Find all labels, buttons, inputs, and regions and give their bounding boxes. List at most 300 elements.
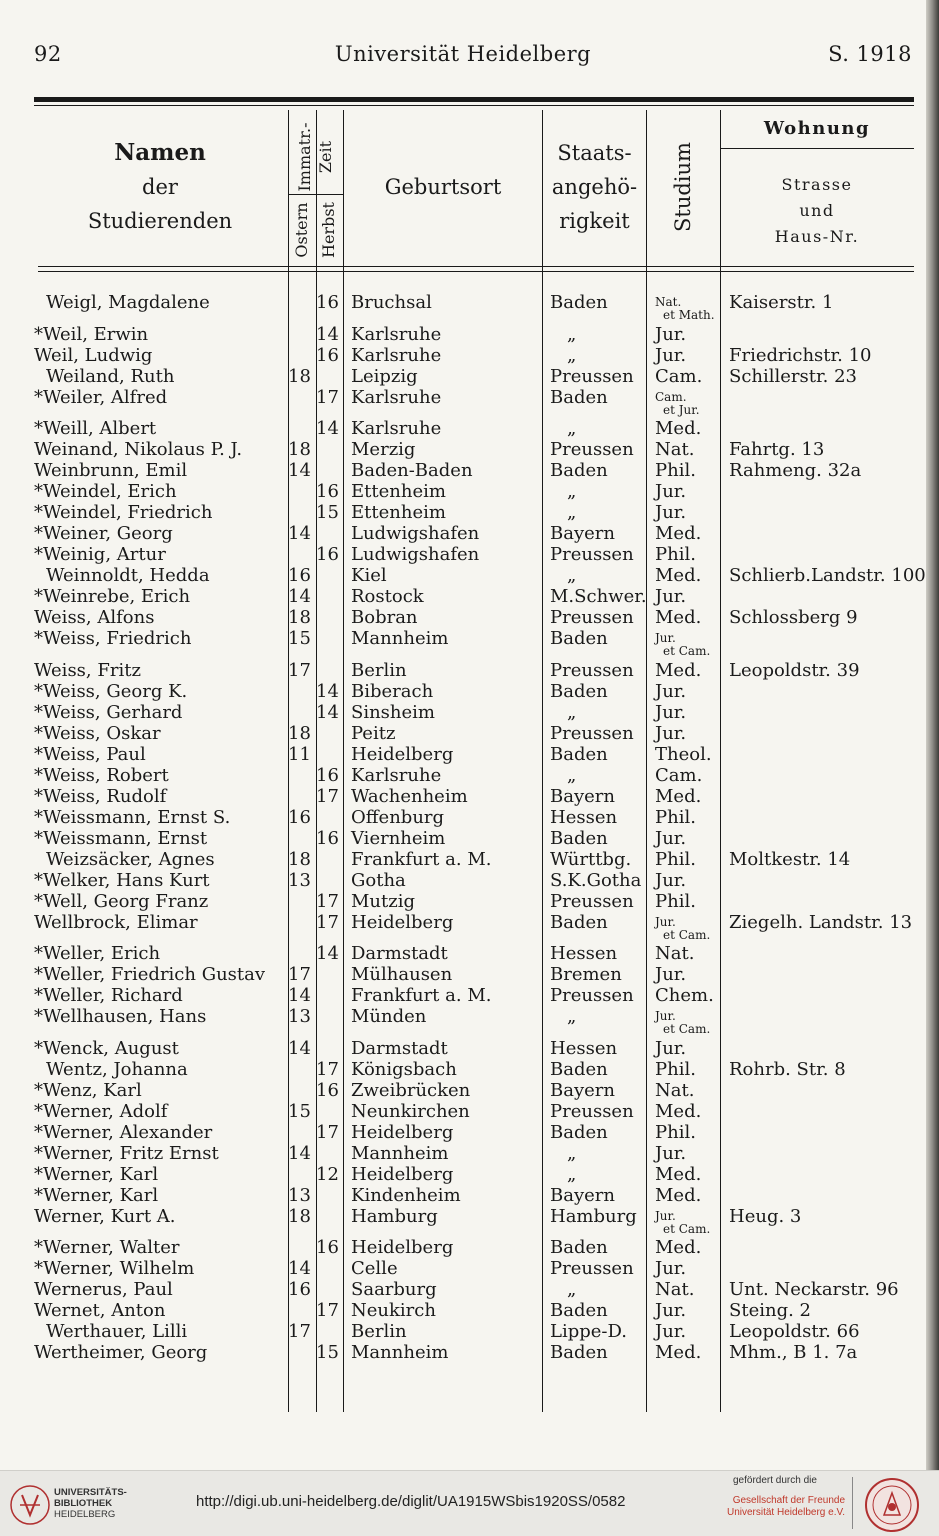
student-name: *Wenz, Karl: [34, 1079, 142, 1101]
table-row: [0, 387, 926, 419]
immatr-ostern: 18: [288, 1205, 311, 1227]
nationality: Bayern: [550, 1079, 615, 1101]
immatr-herbst: 15: [316, 1342, 339, 1363]
table-row: [0, 870, 926, 891]
field-of-study: Med.: [655, 1342, 702, 1363]
birthplace: Ettenheim: [351, 502, 446, 523]
nationality: Hessen: [550, 943, 618, 964]
student-name: *Weiss, Georg K.: [34, 680, 188, 702]
field-of-study: Nat.: [655, 943, 695, 964]
student-name: Wellbrock, Elimar: [34, 911, 198, 933]
birthplace: Neukirch: [351, 1300, 436, 1321]
birthplace: Karlsruhe: [351, 764, 442, 786]
header-herbst: Herbst: [319, 202, 338, 258]
table-row: [0, 460, 926, 481]
field-of-study: Nat.: [655, 1079, 695, 1101]
table-row: [0, 1006, 926, 1038]
table-row: [0, 565, 926, 586]
field-of-study-primary: Jur.: [655, 631, 676, 645]
table-row: [0, 765, 926, 786]
field-of-study: Chem.: [655, 985, 714, 1006]
nationality: Preussen: [550, 544, 634, 565]
immatr-herbst: 16: [316, 1237, 339, 1258]
student-name: *Werner, Karl: [34, 1184, 159, 1206]
immatr-ostern: 17: [288, 964, 311, 985]
table-row: [0, 502, 926, 523]
field-of-study-secondary: et Jur.: [663, 402, 700, 417]
birthplace: Bruchsal: [351, 292, 432, 313]
birthplace: Darmstadt: [351, 943, 448, 964]
nationality: M.Schwer.: [550, 586, 647, 607]
birthplace: Rostock: [351, 586, 424, 607]
nationality: „: [567, 565, 577, 586]
birthplace: Mannheim: [351, 628, 449, 649]
table-row: [0, 1038, 926, 1059]
student-name: Weigl, Magdalene: [46, 292, 210, 313]
nationality: „: [567, 701, 577, 723]
page-edge-shadow: [926, 0, 939, 1470]
birthplace: Karlsruhe: [351, 418, 442, 439]
student-name: *Wenck, August: [34, 1037, 179, 1059]
table-row: [0, 828, 926, 849]
nationality: Baden: [550, 1237, 608, 1258]
student-name: *Weiss, Friedrich: [34, 628, 192, 649]
immatr-herbst: 16: [316, 481, 339, 502]
birthplace: Kiel: [351, 565, 387, 586]
table-row: [0, 586, 926, 607]
immatr-ostern: 18: [288, 439, 311, 460]
immatr-ostern: 13: [288, 1184, 311, 1206]
student-name: *Werner, Karl: [34, 1163, 159, 1185]
table-row: [0, 723, 926, 744]
nationality: „: [567, 502, 577, 523]
immatr-ostern: 16: [288, 806, 311, 828]
birthplace: Mutzig: [351, 890, 416, 912]
student-name: Werthauer, Lilli: [46, 1321, 188, 1342]
birthplace: Karlsruhe: [351, 344, 442, 366]
immatr-ostern: 14: [288, 1258, 311, 1279]
header-ostern: Ostern: [292, 202, 311, 258]
nationality: Bayern: [550, 785, 615, 807]
field-of-study-secondary: et Cam.: [663, 927, 711, 942]
street-address: Friedrichstr. 10: [729, 344, 872, 366]
nationality: Baden: [550, 911, 608, 933]
birthplace: Berlin: [351, 1321, 407, 1342]
birthplace: Frankfurt a. M.: [351, 985, 492, 1006]
birthplace: Mannheim: [351, 1142, 449, 1164]
header-names: [40, 136, 280, 238]
table-row: [0, 1321, 926, 1342]
table-row: [0, 912, 926, 944]
field-of-study: Med.: [655, 523, 702, 544]
permalink-url[interactable]: http://digi.ub.uni-heidelberg.de/diglit/UA1915WSbis1920SS/0582: [196, 1493, 626, 1510]
student-name: *Weller, Friedrich Gustav: [34, 964, 266, 985]
immatr-ostern: 14: [288, 586, 311, 607]
student-name: *Weiner, Georg: [34, 523, 173, 544]
birthplace: Berlin: [351, 659, 407, 681]
student-name: *Weindel, Erich: [34, 481, 177, 502]
student-name: *Welker, Hans Kurt: [34, 869, 210, 891]
field-of-study: [655, 916, 710, 942]
nationality: Baden: [550, 628, 608, 649]
nationality: Hamburg: [550, 1205, 637, 1227]
street-address: Rohrb. Str. 8: [729, 1058, 846, 1080]
student-name: *Weissmann, Ernst: [34, 827, 208, 849]
immatr-ostern: 14: [288, 1037, 311, 1059]
table-row: [0, 628, 926, 660]
student-table: [0, 292, 926, 1363]
table-row: [0, 544, 926, 565]
student-name: Weiland, Ruth: [46, 365, 175, 387]
field-of-study: Med.: [655, 1184, 702, 1206]
immatr-herbst: 16: [316, 1079, 339, 1101]
nationality: Baden: [550, 827, 608, 849]
nationality: „: [567, 1142, 577, 1164]
immatr-herbst: 14: [316, 323, 339, 345]
semester-label: S. 1918: [828, 42, 912, 66]
field-of-study: [655, 296, 715, 322]
table-row: [0, 1122, 926, 1143]
field-of-study: Jur.: [655, 722, 687, 744]
field-of-study: Jur.: [655, 323, 687, 345]
student-name: *Weiss, Gerhard: [34, 701, 183, 723]
birthplace: Wachenheim: [351, 785, 468, 807]
immatr-ostern: 16: [288, 1279, 311, 1300]
field-of-study-secondary: et Math.: [663, 308, 715, 322]
header-study: Studium: [671, 142, 695, 232]
funded-by-label: gefördert durch die: [733, 1475, 817, 1486]
birthplace: Saarburg: [351, 1279, 437, 1300]
library-logo-icon: [10, 1485, 50, 1525]
birthplace: Sinsheim: [351, 701, 435, 723]
table-row: [0, 744, 926, 765]
nationality: „: [567, 344, 577, 366]
student-name: Weinnoldt, Hedda: [46, 565, 210, 586]
footer-separator: [852, 1477, 853, 1529]
immatr-ostern: 15: [288, 1100, 311, 1122]
student-name: Wentz, Johanna: [46, 1058, 188, 1080]
birthplace: Karlsruhe: [351, 386, 442, 408]
birthplace: Leipzig: [351, 365, 418, 387]
table-row: [0, 481, 926, 502]
header-names-line1: Namen: [114, 139, 206, 166]
birthplace: Mannheim: [351, 1342, 449, 1363]
birthplace: Münden: [351, 1006, 427, 1027]
street-address: Mhm., B 1. 7a: [729, 1342, 858, 1363]
field-of-study: Jur.: [655, 1300, 687, 1321]
birthplace: Offenburg: [351, 806, 445, 828]
header-rule-2: [38, 271, 914, 272]
table-row: [0, 660, 926, 681]
top-rule-thick: [34, 97, 914, 102]
birthplace: Mülhausen: [351, 964, 453, 985]
field-of-study: Phil.: [655, 1121, 696, 1143]
nationality: Baden: [550, 460, 608, 481]
immatr-herbst: 16: [316, 344, 339, 366]
field-of-study: Nat.: [655, 1279, 695, 1300]
table-row: [0, 964, 926, 985]
nationality: Preussen: [550, 1258, 634, 1279]
university-seal-icon: [864, 1477, 920, 1533]
nationality: „: [567, 1006, 577, 1027]
nationality: Baden: [550, 1342, 608, 1363]
nationality: Preussen: [550, 890, 634, 912]
immatr-ostern: 18: [288, 607, 311, 628]
table-row: [0, 681, 926, 702]
page-number: 92: [34, 42, 62, 66]
immatr-herbst: 14: [316, 701, 339, 723]
birthplace: Hamburg: [351, 1205, 438, 1227]
student-name: Weizsäcker, Agnes: [46, 848, 215, 870]
nationality: „: [567, 323, 577, 345]
student-name: *Weissmann, Ernst S.: [34, 806, 231, 828]
immatr-ostern: 17: [288, 1321, 311, 1342]
table-row: [0, 1279, 926, 1300]
residence-divider: [720, 148, 914, 149]
street-address: Schillerstr. 23: [729, 365, 857, 387]
nationality: Preussen: [550, 722, 634, 744]
immatr-herbst: 17: [316, 386, 339, 408]
table-row: [0, 786, 926, 807]
field-of-study: Jur.: [655, 701, 687, 723]
birthplace: Neunkirchen: [351, 1100, 470, 1122]
field-of-study: Jur.: [655, 680, 687, 702]
birthplace: Kindenheim: [351, 1184, 461, 1206]
street-address: Schlierb.Landstr. 100: [729, 565, 926, 586]
field-of-study: Med.: [655, 1100, 702, 1122]
field-of-study: Jur.: [655, 502, 687, 523]
table-row: [0, 1101, 926, 1122]
immatr-herbst: 17: [316, 1300, 339, 1321]
student-name: *Weller, Erich: [34, 943, 161, 964]
birthplace: Heidelberg: [351, 911, 454, 933]
field-of-study: Cam.: [655, 365, 703, 387]
field-of-study: Phil.: [655, 544, 696, 565]
table-row: [0, 607, 926, 628]
table-row: [0, 523, 926, 544]
running-title: Universität Heidelberg: [334, 42, 592, 66]
nationality: Baden: [550, 1121, 608, 1143]
birthplace: Peitz: [351, 722, 396, 744]
birthplace: Baden-Baden: [351, 460, 473, 481]
birthplace: Ludwigshafen: [351, 523, 480, 544]
nationality: Baden: [550, 1300, 608, 1321]
immatr-ostern: 14: [288, 985, 311, 1006]
field-of-study: Theol.: [655, 743, 712, 765]
immatr-herbst: 17: [316, 911, 339, 933]
field-of-study: Jur.: [655, 344, 687, 366]
header-street: Strasse und Haus-Nr.: [774, 175, 860, 246]
nationality: Baden: [550, 386, 608, 408]
street-address: Heug. 3: [729, 1205, 802, 1227]
street-address: Rahmeng. 32a: [729, 460, 862, 481]
student-name: Weil, Ludwig: [34, 344, 153, 366]
immatr-herbst: 16: [316, 764, 339, 786]
table-row: [0, 807, 926, 828]
student-name: *Weiss, Rudolf: [34, 785, 167, 807]
nationality: „: [567, 764, 577, 786]
field-of-study: Med.: [655, 785, 702, 807]
field-of-study: Med.: [655, 565, 702, 586]
birthplace: Heidelberg: [351, 1121, 454, 1143]
birthplace: Viernheim: [351, 827, 446, 849]
nationality: Preussen: [550, 1100, 634, 1122]
field-of-study: Phil.: [655, 460, 696, 481]
student-name: Weiss, Fritz: [34, 659, 141, 681]
table-row: [0, 1300, 926, 1321]
nationality: Baden: [550, 292, 608, 313]
field-of-study: Jur.: [655, 964, 687, 985]
table-row: [0, 1237, 926, 1258]
immatr-herbst: 14: [316, 943, 339, 964]
field-of-study: Jur.: [655, 1258, 687, 1279]
immatr-herbst: 16: [316, 544, 339, 565]
student-name: Werner, Kurt A.: [34, 1205, 176, 1227]
nationality: S.K.Gotha: [550, 869, 642, 891]
header-state: Staats- angehö- rigkeit: [551, 141, 638, 233]
table-row: [0, 985, 926, 1006]
immatr-ostern: 14: [288, 460, 311, 481]
immatr-ostern: 18: [288, 722, 311, 744]
birthplace: Bobran: [351, 607, 418, 628]
immatr-ostern: 18: [288, 365, 311, 387]
nationality: Baden: [550, 743, 608, 765]
header-names-line3: Studierenden: [87, 209, 233, 233]
nationality: Preussen: [550, 985, 634, 1006]
immatr-ostern: 13: [288, 869, 311, 891]
field-of-study: Phil.: [655, 890, 696, 912]
immatr-herbst: 12: [316, 1163, 339, 1185]
table-row: [0, 345, 926, 366]
footer-bar: [0, 1470, 939, 1536]
student-name: Wernet, Anton: [34, 1300, 166, 1321]
nationality: „: [567, 418, 577, 439]
student-name: *Werner, Adolf: [34, 1100, 168, 1122]
nationality: Bayern: [550, 1184, 615, 1206]
street-address: Leopoldstr. 66: [729, 1321, 860, 1342]
table-row: [0, 324, 926, 345]
street-address: Ziegelh. Landstr. 13: [729, 911, 913, 933]
table-row: [0, 366, 926, 387]
field-of-study: Jur.: [655, 869, 687, 891]
birthplace: Ettenheim: [351, 481, 446, 502]
student-name: *Wellhausen, Hans: [34, 1006, 207, 1027]
nationality: Lippe-D.: [550, 1321, 628, 1342]
table-row: [0, 1185, 926, 1206]
immatr-ostern: 14: [288, 1142, 311, 1164]
field-of-study-secondary: et Cam.: [663, 644, 711, 658]
field-of-study: Jur.: [655, 827, 687, 849]
nationality: „: [567, 481, 577, 502]
field-of-study-secondary: et Cam.: [663, 1221, 711, 1236]
field-of-study: Med.: [655, 1163, 702, 1185]
field-of-study: Nat.: [655, 439, 695, 460]
immatr-herbst: 16: [316, 827, 339, 849]
field-of-study: [655, 1210, 710, 1236]
student-name: *Weiss, Paul: [34, 743, 146, 765]
student-name: *Weiss, Oskar: [34, 722, 161, 744]
street-address: Fahrtg. 13: [729, 439, 825, 460]
nationality: Baden: [550, 1058, 608, 1080]
immatr-herbst: 17: [316, 1058, 339, 1080]
nationality: Hessen: [550, 806, 618, 828]
field-of-study-primary: Jur.: [655, 1009, 676, 1023]
birthplace: Darmstadt: [351, 1037, 448, 1059]
immatr-herbst: 16: [316, 292, 339, 313]
header-rule-1: [38, 266, 914, 267]
birthplace: Heidelberg: [351, 1237, 454, 1258]
immatr-herbst: 17: [316, 1121, 339, 1143]
field-of-study-secondary: et Cam.: [663, 1022, 711, 1036]
table-row: [0, 1164, 926, 1185]
nationality: Baden: [550, 680, 608, 702]
birthplace: Frankfurt a. M.: [351, 848, 492, 870]
immatr-ostern: 16: [288, 565, 311, 586]
table-row: [0, 418, 926, 439]
field-of-study: Phil.: [655, 806, 696, 828]
nationality: „: [567, 1163, 577, 1185]
header-residence: Wohnung: [763, 118, 871, 139]
nationality: Preussen: [550, 607, 634, 628]
student-name: Weinand, Nikolaus P. J.: [34, 439, 243, 460]
field-of-study-primary: Jur.: [655, 1208, 676, 1223]
field-of-study: Jur.: [655, 586, 687, 607]
table-row: [0, 702, 926, 723]
birthplace: Merzig: [351, 439, 416, 460]
field-of-study: Jur.: [655, 1037, 687, 1059]
field-of-study-primary: Nat.: [655, 295, 682, 309]
birthplace: Heidelberg: [351, 1163, 454, 1185]
student-name: *Weller, Richard: [34, 985, 183, 1006]
nationality: Württbg.: [550, 848, 632, 870]
table-row: [0, 1258, 926, 1279]
table-row: [0, 439, 926, 460]
library-name: UNIVERSITÄTS- BIBLIOTHEK HEIDELBERG: [54, 1487, 127, 1520]
header-birthplace: Geburtsort: [384, 175, 502, 199]
student-name: *Well, Georg Franz: [34, 890, 209, 912]
immatr-herbst: 17: [316, 785, 339, 807]
field-of-study: Jur.: [655, 481, 687, 502]
field-of-study: Phil.: [655, 848, 696, 870]
nationality: Bayern: [550, 523, 615, 544]
student-name: *Weindel, Friedrich: [34, 502, 213, 523]
birthplace: Königsbach: [351, 1058, 457, 1080]
immatr-ostern: 11: [288, 743, 311, 765]
immatr-ostern: 15: [288, 628, 311, 649]
immatr-herbst: 15: [316, 502, 339, 523]
student-name: Weiss, Alfons: [34, 607, 155, 628]
student-name: *Weill, Albert: [34, 418, 157, 439]
birthplace: Gotha: [351, 869, 406, 891]
table-row: [0, 943, 926, 964]
street-address: Unt. Neckarstr. 96: [729, 1279, 899, 1300]
field-of-study: Med.: [655, 607, 702, 628]
student-name: *Weil, Erwin: [34, 323, 149, 345]
student-name: Weinbrunn, Emil: [34, 460, 188, 481]
student-name: *Weiler, Alfred: [34, 386, 168, 408]
table-row: [0, 1206, 926, 1238]
field-of-study: Jur.: [655, 1142, 687, 1164]
student-name: Wernerus, Paul: [34, 1279, 173, 1300]
table-row: [0, 891, 926, 912]
header-names-line2: der: [142, 175, 178, 199]
field-of-study: Med.: [655, 1237, 702, 1258]
street-address: Steing. 2: [729, 1300, 811, 1321]
nationality: Preussen: [550, 439, 634, 460]
birthplace: Karlsruhe: [351, 323, 442, 345]
street-address: Moltkestr. 14: [729, 848, 851, 870]
field-of-study-primary: Jur.: [655, 914, 676, 929]
